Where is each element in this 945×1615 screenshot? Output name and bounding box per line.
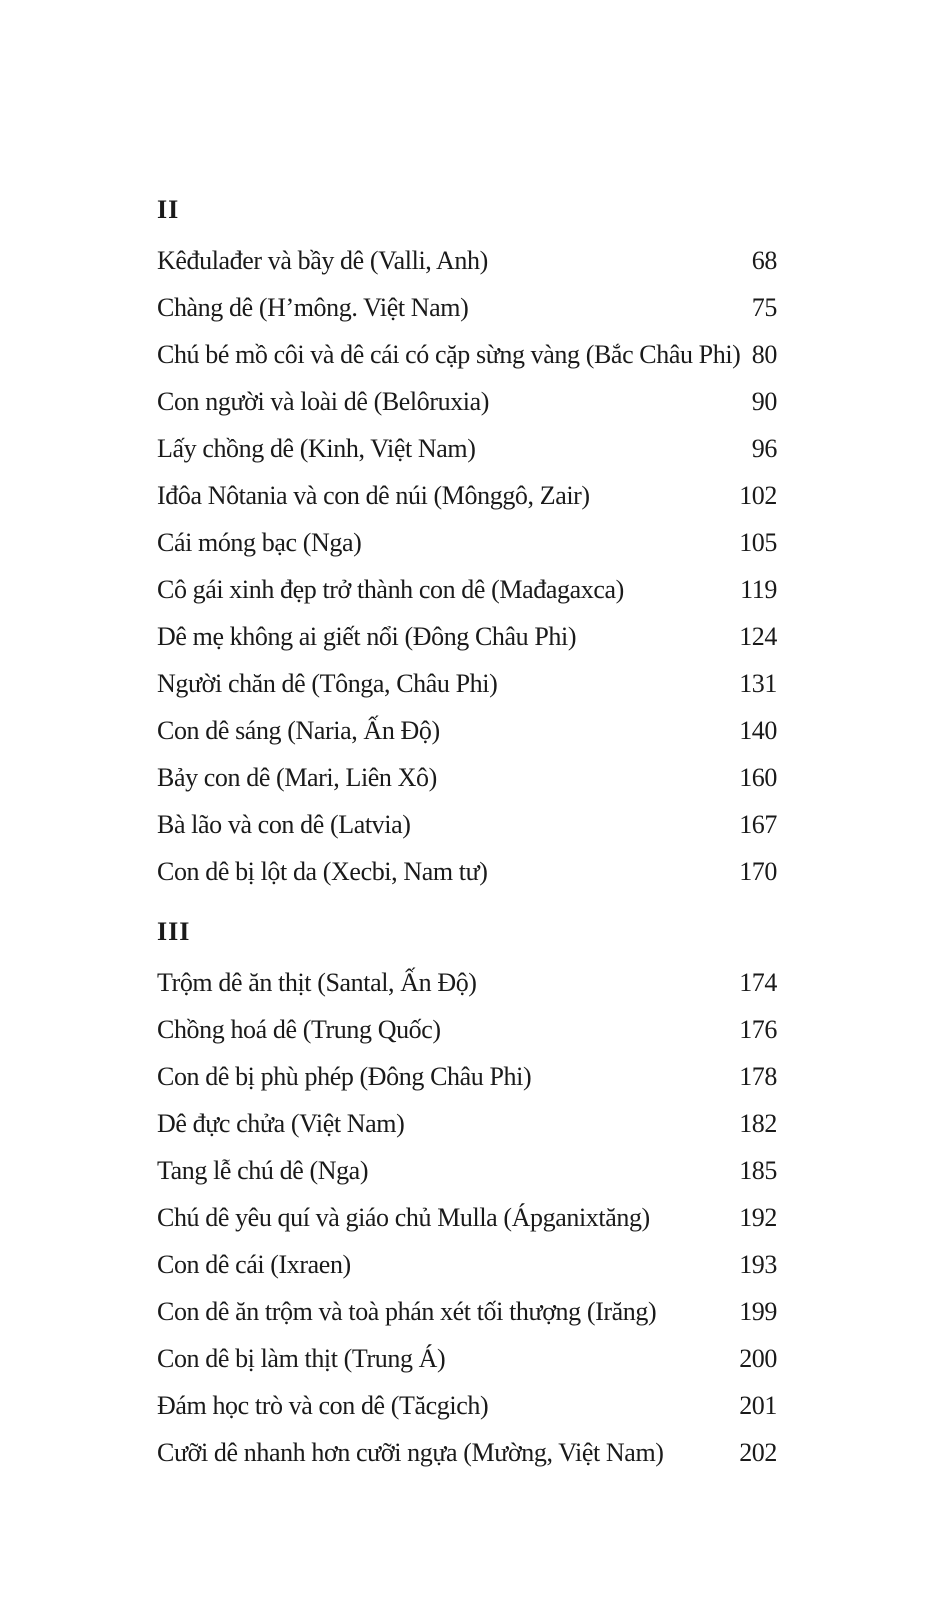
toc-entry: [157, 1297, 777, 1344]
entry-title: Chú dê yêu quí và giáo chủ Mulla (Ápganixtăng): [157, 1203, 650, 1232]
entry-title: Bà lão và con dê (Latvia): [157, 810, 411, 839]
toc-entry: [157, 340, 777, 387]
toc-entry: [157, 1438, 777, 1485]
table-of-contents: [157, 196, 777, 1485]
entry-page-number: 170: [739, 857, 777, 886]
entry-page-number: 105: [739, 528, 777, 557]
entry-page-number: 102: [739, 481, 777, 510]
entry-title: Trộm dê ăn thịt (Santal, Ấn Độ): [157, 968, 477, 997]
entry-title: Dê đực chửa (Việt Nam): [157, 1109, 405, 1138]
entry-title: Chú bé mồ côi và dê cái có cặp sừng vàng (Bắc Châu Phi): [157, 340, 741, 369]
entry-page-number: 140: [739, 716, 777, 745]
entry-title: Dê mẹ không ai giết nổi (Đông Châu Phi): [157, 622, 577, 651]
entry-page-number: 185: [739, 1156, 777, 1185]
toc-entry: [157, 1062, 777, 1109]
toc-entry: [157, 434, 777, 481]
entry-page-number: 75: [751, 293, 777, 322]
entry-page-number: 199: [739, 1297, 777, 1326]
entry-page-number: 201: [739, 1391, 777, 1420]
toc-entry: [157, 1203, 777, 1250]
toc-entry: [157, 716, 777, 763]
section-entries: [157, 968, 777, 1485]
entry-page-number: 80: [751, 340, 777, 369]
toc-entry: [157, 1250, 777, 1297]
entry-title: Iđôa Nôtania và con dê núi (Mônggô, Zair): [157, 481, 590, 510]
entry-title: Bảy con dê (Mari, Liên Xô): [157, 763, 437, 792]
entry-title: Con người và loài dê (Belôruxia): [157, 387, 490, 416]
entry-page-number: 200: [739, 1344, 777, 1373]
entry-page-number: 90: [751, 387, 777, 416]
entry-title: Chồng hoá dê (Trung Quốc): [157, 1015, 441, 1044]
entry-page-number: 202: [739, 1438, 777, 1467]
section-heading: II: [157, 195, 180, 224]
entry-page-number: 160: [739, 763, 777, 792]
entry-page-number: 68: [751, 246, 777, 275]
toc-entry: [157, 669, 777, 716]
entry-title: Cái móng bạc (Nga): [157, 528, 362, 557]
toc-entry: [157, 1156, 777, 1203]
entry-title: Đám học trò và con dê (Tăcgich): [157, 1391, 489, 1420]
toc-entry: [157, 1015, 777, 1062]
toc-entry: [157, 575, 777, 622]
toc-entry: [157, 246, 777, 293]
entry-page-number: 192: [739, 1203, 777, 1232]
entry-title: Tang lễ chú dê (Nga): [157, 1156, 369, 1185]
section-entries: [157, 246, 777, 904]
entry-title: Con dê bị làm thịt (Trung Á): [157, 1344, 446, 1373]
entry-page-number: 96: [751, 434, 777, 463]
toc-entry: [157, 387, 777, 434]
toc-entry: [157, 968, 777, 1015]
entry-page-number: 167: [739, 810, 777, 839]
entry-title: Người chăn dê (Tônga, Châu Phi): [157, 669, 498, 698]
entry-title: Con dê ăn trộm và toà phán xét tối thượng (Irăng): [157, 1297, 657, 1326]
entry-page-number: 178: [739, 1062, 777, 1091]
toc-entry: [157, 481, 777, 528]
toc-entry: [157, 1109, 777, 1156]
entry-title: Con dê bị lột da (Xecbi, Nam tư): [157, 857, 488, 886]
entry-title: Cô gái xinh đẹp trở thành con dê (Mađagaxca): [157, 575, 624, 604]
section-heading: III: [157, 917, 191, 946]
toc-entry: [157, 857, 777, 904]
entry-title: Cưỡi dê nhanh hơn cưỡi ngựa (Mường, Việt Nam): [157, 1438, 664, 1467]
entry-title: Lấy chồng dê (Kinh, Việt Nam): [157, 434, 476, 463]
entry-page-number: 119: [740, 575, 777, 604]
toc-entry: [157, 1391, 777, 1438]
entry-page-number: 182: [739, 1109, 777, 1138]
toc-entry: [157, 810, 777, 857]
toc-entry: [157, 293, 777, 340]
entry-page-number: 193: [739, 1250, 777, 1279]
entry-page-number: 174: [739, 968, 777, 997]
entry-title: Con dê cái (Ixraen): [157, 1250, 351, 1279]
toc-entry: [157, 622, 777, 669]
entry-page-number: 124: [739, 622, 777, 651]
entry-title: Con dê bị phù phép (Đông Châu Phi): [157, 1062, 532, 1091]
entry-page-number: 176: [739, 1015, 777, 1044]
toc-entry: [157, 1344, 777, 1391]
entry-title: Chàng dê (H’mông. Việt Nam): [157, 293, 469, 322]
entry-title: Con dê sáng (Naria, Ấn Độ): [157, 716, 440, 745]
entry-title: Kêđulađer và bầy dê (Valli, Anh): [157, 246, 488, 275]
toc-entry: [157, 763, 777, 810]
entry-page-number: 131: [739, 669, 777, 698]
toc-entry: [157, 528, 777, 575]
